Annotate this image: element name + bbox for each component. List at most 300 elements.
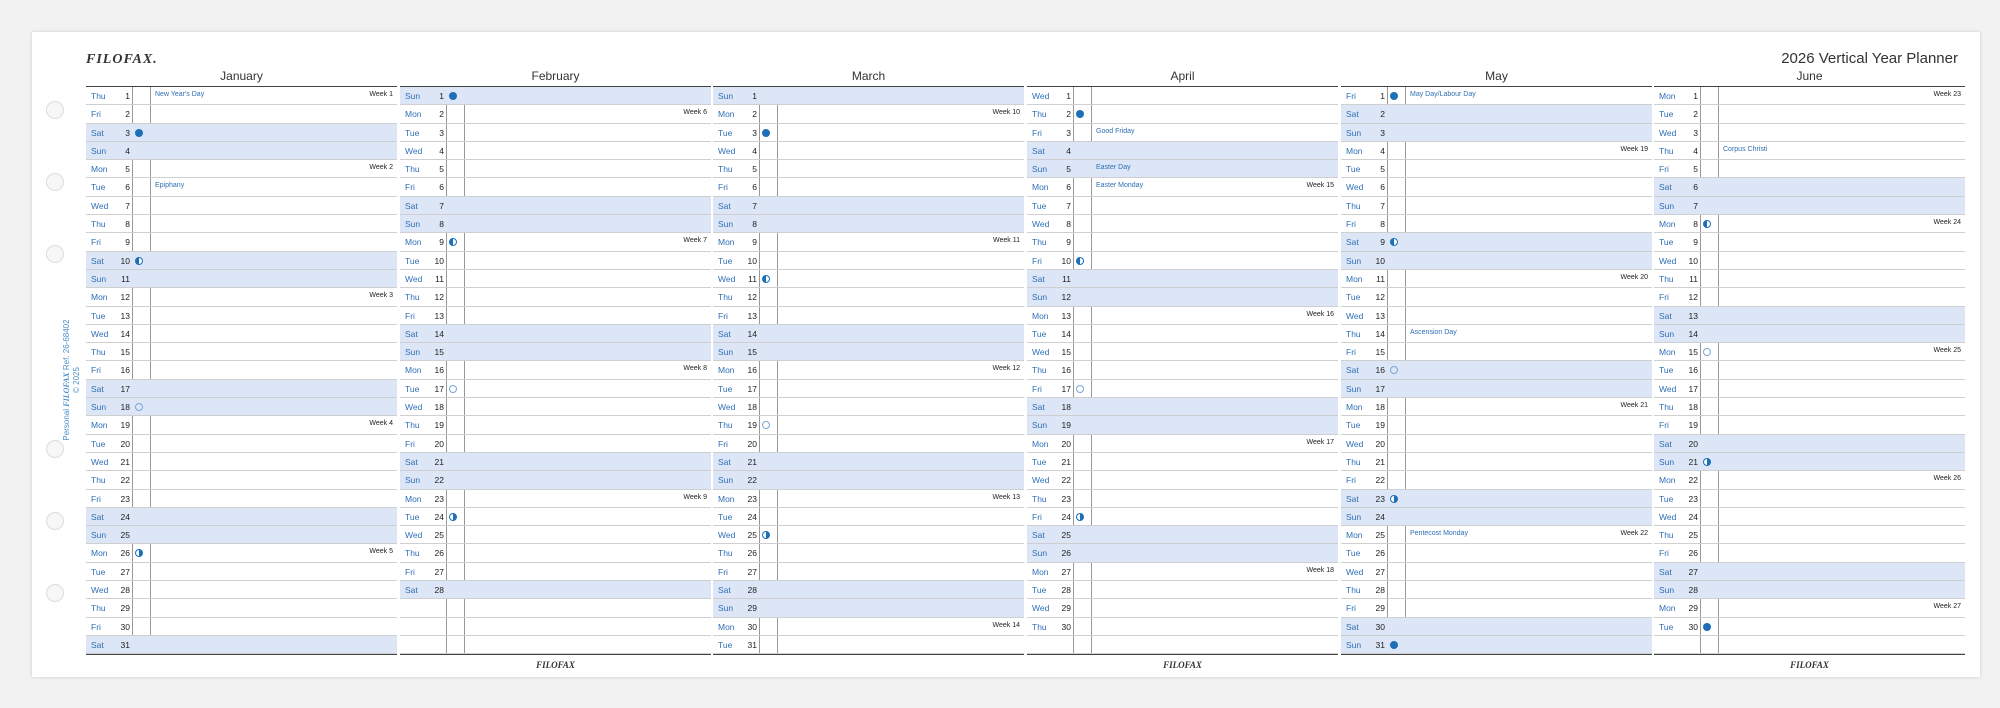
day-row[interactable] [1341,197,1652,215]
day-row[interactable] [1341,563,1652,581]
day-row[interactable] [1341,636,1652,654]
day-row[interactable] [713,471,1024,489]
day-of-week: Thu [91,475,106,486]
day-row[interactable] [1341,453,1652,471]
holiday-label: Easter Monday [1096,182,1144,190]
day-row[interactable] [86,361,397,379]
day-number: 15 [1375,347,1385,358]
day-row[interactable] [1341,270,1652,288]
day-row[interactable] [1341,508,1652,526]
day-of-week: Fri [405,182,415,193]
day-of-week: Sun [405,347,421,358]
day-number: 5 [439,164,444,175]
day-of-week: Tue [405,127,420,138]
day-of-week: Sun [1032,420,1048,431]
first-quarter-moon-icon [762,531,770,539]
day-row[interactable] [1027,416,1338,434]
day-row[interactable] [1027,252,1338,270]
day-number: 1 [125,91,130,101]
day-row[interactable] [400,87,711,105]
day-number: 14 [434,328,444,339]
day-number: 10 [1061,255,1071,266]
day-row[interactable] [1654,142,1965,160]
day-of-week: Tue [1346,164,1361,175]
day-row[interactable] [400,526,711,544]
day-number: 10 [434,255,444,266]
day-row[interactable] [400,105,711,123]
day-number: 30 [1688,621,1698,632]
day-row[interactable] [713,142,1024,160]
day-row[interactable] [713,252,1024,270]
day-row[interactable] [713,160,1024,178]
day-of-week: Tue [91,438,106,449]
day-number: 14 [1688,328,1698,339]
day-of-week: Fri [1346,91,1356,101]
day-row[interactable] [1027,325,1338,343]
holiday-label: Corpus Christi [1723,145,1768,153]
day-row[interactable] [1027,307,1338,325]
day-row[interactable] [86,416,397,434]
day-row[interactable] [400,343,711,361]
day-row[interactable] [1654,599,1965,617]
day-number: 13 [1375,310,1385,321]
day-row[interactable] [713,416,1024,434]
day-row[interactable] [1341,233,1652,251]
day-row[interactable] [400,215,711,233]
day-number: 18 [1688,402,1698,413]
day-of-week: Thu [1032,237,1047,248]
day-row[interactable] [1027,361,1338,379]
day-row[interactable] [86,544,397,562]
day-row[interactable] [713,380,1024,398]
day-row[interactable] [400,142,711,160]
day-row[interactable] [400,416,711,434]
day-of-week: Fri [718,566,728,577]
day-row[interactable] [1341,142,1652,160]
day-row[interactable] [1341,416,1652,434]
day-row[interactable] [1341,526,1652,544]
day-number: 17 [1061,383,1071,394]
day-row[interactable] [86,325,397,343]
day-row[interactable] [86,581,397,599]
day-row[interactable] [713,453,1024,471]
full-moon-icon [1076,110,1084,118]
day-number: 3 [1380,127,1385,138]
day-number: 21 [1061,456,1071,467]
day-row[interactable] [1027,142,1338,160]
full-moon-icon [1703,623,1711,631]
day-number: 12 [1688,292,1698,303]
day-of-week: Mon [1032,438,1049,449]
day-number: 21 [1688,456,1698,467]
day-row[interactable] [1027,490,1338,508]
day-row[interactable] [1654,343,1965,361]
day-row[interactable] [86,252,397,270]
day-number: 11 [1376,273,1385,284]
day-row[interactable] [713,233,1024,251]
day-row[interactable] [713,343,1024,361]
month-header: June [1654,69,1965,87]
day-row[interactable] [1341,215,1652,233]
day-row[interactable] [1341,544,1652,562]
day-row[interactable] [1027,343,1338,361]
week-number: Week 7 [683,237,707,245]
day-number: 18 [1375,402,1385,413]
day-row[interactable] [1654,581,1965,599]
day-row[interactable] [86,526,397,544]
new-moon-icon [762,421,770,429]
day-row[interactable] [713,636,1024,654]
day-row[interactable] [1027,197,1338,215]
day-row[interactable] [400,398,711,416]
day-row[interactable] [86,142,397,160]
day-row[interactable] [1341,105,1652,123]
day-row[interactable] [1654,288,1965,306]
day-row[interactable] [713,215,1024,233]
day-row[interactable] [1654,398,1965,416]
day-number: 16 [1688,365,1698,376]
day-row[interactable] [400,288,711,306]
day-row[interactable] [1654,361,1965,379]
day-row[interactable] [1027,435,1338,453]
day-row[interactable] [1341,288,1652,306]
day-row[interactable] [1654,380,1965,398]
day-of-week: Sun [718,219,734,230]
day-row[interactable] [1341,471,1652,489]
day-of-week: Fri [1346,475,1356,486]
day-number: 29 [1375,603,1385,614]
day-row[interactable] [713,398,1024,416]
day-of-week: Fri [405,566,415,577]
day-number: 20 [747,438,757,449]
day-row[interactable] [1027,87,1338,105]
day-row[interactable] [713,361,1024,379]
day-row[interactable] [400,508,711,526]
day-number: 30 [1375,621,1385,632]
day-row[interactable] [1027,105,1338,123]
day-row[interactable] [86,288,397,306]
day-row[interactable] [1654,526,1965,544]
day-row[interactable] [1027,618,1338,636]
empty-row [1654,636,1965,654]
day-row[interactable] [400,581,711,599]
day-row[interactable] [713,307,1024,325]
day-row[interactable] [86,160,397,178]
day-row[interactable] [86,380,397,398]
day-number: 6 [1066,182,1071,193]
day-row[interactable] [86,563,397,581]
day-of-week: Sun [1346,511,1362,522]
day-of-week: Sun [91,145,107,156]
day-row[interactable] [86,215,397,233]
day-number: 27 [434,566,444,577]
day-row[interactable] [1654,618,1965,636]
day-number: 18 [747,402,757,413]
day-row[interactable] [86,197,397,215]
day-number: 5 [752,164,757,175]
day-number: 2 [439,109,444,120]
day-row[interactable] [1027,124,1338,142]
day-row[interactable] [713,526,1024,544]
day-of-week: Tue [1032,456,1047,467]
day-row[interactable] [1027,526,1338,544]
day-row[interactable] [1654,435,1965,453]
day-number: 24 [747,511,757,522]
holiday-label: Good Friday [1096,127,1135,135]
day-number: 10 [1688,255,1698,266]
day-row[interactable] [86,398,397,416]
day-row[interactable] [400,124,711,142]
day-row[interactable] [86,124,397,142]
day-of-week: Sat [91,511,104,522]
day-row[interactable] [1027,178,1338,196]
day-row[interactable] [1654,87,1965,105]
day-of-week: Tue [1346,292,1361,303]
day-of-week: Sat [1032,402,1045,413]
day-row[interactable] [1027,215,1338,233]
day-row[interactable] [400,307,711,325]
day-of-week: Mon [91,548,108,559]
day-row[interactable] [713,490,1024,508]
day-row[interactable] [1654,105,1965,123]
month-grid [1341,87,1652,655]
day-row[interactable] [400,178,711,196]
day-row[interactable] [1654,416,1965,434]
day-row[interactable] [1654,490,1965,508]
planner-sheet [32,32,1980,677]
day-number: 7 [1380,200,1385,211]
footer-brand: FILOFAX [536,660,575,671]
day-row[interactable] [1027,471,1338,489]
day-of-week: Sat [1346,365,1359,376]
day-of-week: Mon [718,621,735,632]
day-number: 20 [1375,438,1385,449]
day-row[interactable] [1341,160,1652,178]
day-row[interactable] [1341,618,1652,636]
day-row[interactable] [400,471,711,489]
week-number: Week 19 [1620,145,1648,153]
day-of-week: Tue [1032,328,1047,339]
day-row[interactable] [86,636,397,654]
day-row[interactable] [1654,233,1965,251]
day-row[interactable] [1027,563,1338,581]
day-row[interactable] [713,197,1024,215]
day-row[interactable] [400,160,711,178]
day-row[interactable] [1341,325,1652,343]
day-number: 21 [1375,456,1385,467]
day-of-week: Wed [1346,310,1364,321]
day-number: 19 [120,420,130,431]
day-number: 15 [1061,347,1071,358]
day-row[interactable] [1341,252,1652,270]
day-number: 30 [747,621,757,632]
day-row[interactable] [86,618,397,636]
day-row[interactable] [1341,124,1652,142]
day-row[interactable] [400,197,711,215]
day-of-week: Sat [1659,182,1672,193]
day-row[interactable] [400,490,711,508]
day-row[interactable] [86,599,397,617]
day-row[interactable] [1341,599,1652,617]
day-row[interactable] [86,105,397,123]
day-row[interactable] [1027,270,1338,288]
day-row[interactable] [86,453,397,471]
day-number: 21 [434,456,444,467]
day-row[interactable] [713,508,1024,526]
day-number: 16 [120,365,130,376]
day-of-week: Mon [405,365,422,376]
day-row[interactable] [400,435,711,453]
day-row[interactable] [86,508,397,526]
month-february [400,69,711,671]
holiday-label: Epiphany [155,182,185,190]
day-row[interactable] [1654,563,1965,581]
day-row[interactable] [1654,270,1965,288]
day-number: 18 [434,402,444,413]
day-row[interactable] [400,252,711,270]
day-row[interactable] [86,233,397,251]
day-of-week: Sat [1346,237,1359,248]
day-of-week: Tue [718,383,733,394]
day-row[interactable] [713,87,1024,105]
day-row[interactable] [713,124,1024,142]
day-row[interactable] [713,563,1024,581]
day-of-week: Thu [91,219,106,230]
day-row[interactable] [1027,453,1338,471]
day-row[interactable] [1027,581,1338,599]
day-of-week: Mon [1032,566,1049,577]
day-number: 22 [1061,475,1071,486]
brand-logo: FILOFAX. [86,52,158,67]
day-row[interactable] [1341,87,1652,105]
day-number: 21 [120,456,130,467]
day-row[interactable] [1027,288,1338,306]
day-row[interactable] [1341,490,1652,508]
footer-brand: FILOFAX [1790,660,1829,671]
day-number: 1 [1066,91,1071,101]
day-row[interactable] [400,361,711,379]
day-row[interactable] [713,325,1024,343]
day-row[interactable] [1027,599,1338,617]
day-of-week: Wed [91,456,109,467]
day-of-week: Thu [91,603,106,614]
day-number: 7 [1066,200,1071,211]
day-row[interactable] [1654,178,1965,196]
day-row[interactable] [1341,435,1652,453]
day-row[interactable] [1654,215,1965,233]
day-row[interactable] [1027,160,1338,178]
day-row[interactable] [86,178,397,196]
day-row[interactable] [1341,178,1652,196]
day-row[interactable] [1654,197,1965,215]
day-row[interactable] [1654,325,1965,343]
day-number: 5 [1380,164,1385,175]
day-row[interactable] [1654,252,1965,270]
day-row[interactable] [1654,544,1965,562]
day-row[interactable] [400,563,711,581]
binder-hole [46,173,64,191]
empty-row [1027,636,1338,654]
day-row[interactable] [1654,471,1965,489]
day-row[interactable] [713,581,1024,599]
day-row[interactable] [86,490,397,508]
day-of-week: Mon [718,365,735,376]
week-number: Week 13 [992,493,1020,501]
full-moon-icon [762,129,770,137]
day-row[interactable] [713,618,1024,636]
day-row[interactable] [1341,343,1652,361]
day-row[interactable] [1027,508,1338,526]
day-row[interactable] [1341,581,1652,599]
day-row[interactable] [86,343,397,361]
day-row[interactable] [86,307,397,325]
day-of-week: Mon [1032,310,1049,321]
day-row[interactable] [713,178,1024,196]
week-number: Week 6 [683,109,707,117]
day-of-week: Sat [718,200,731,211]
day-row[interactable] [400,270,711,288]
day-row[interactable] [1027,398,1338,416]
empty-row [400,599,711,617]
day-row[interactable] [1654,508,1965,526]
month-grid [713,87,1024,655]
day-row[interactable] [713,544,1024,562]
day-row[interactable] [713,435,1024,453]
day-row[interactable] [713,288,1024,306]
day-row[interactable] [1027,380,1338,398]
day-of-week: Sun [405,91,421,101]
day-row[interactable] [1341,361,1652,379]
day-row[interactable] [86,435,397,453]
day-of-week: Sun [1346,127,1362,138]
day-row[interactable] [713,270,1024,288]
day-row[interactable] [713,105,1024,123]
week-number: Week 18 [1306,566,1334,574]
day-row[interactable] [86,471,397,489]
day-row[interactable] [400,233,711,251]
day-row[interactable] [1654,307,1965,325]
day-of-week: Tue [1032,200,1047,211]
day-row[interactable] [1654,160,1965,178]
day-row[interactable] [400,380,711,398]
month-may [1341,69,1652,655]
day-number: 10 [1375,255,1385,266]
day-of-week: Wed [91,585,109,596]
day-of-week: Tue [1659,621,1674,632]
day-row[interactable] [1341,398,1652,416]
day-row[interactable] [1341,380,1652,398]
day-row[interactable] [713,599,1024,617]
day-row[interactable] [1027,233,1338,251]
day-of-week: Sun [1346,639,1362,650]
day-row[interactable] [400,453,711,471]
day-number: 1 [439,91,444,101]
holiday-label: New Year's Day [155,91,205,98]
day-number: 16 [747,365,757,376]
day-row[interactable] [86,87,397,105]
week-number: Week 23 [1933,91,1961,98]
day-row[interactable] [1341,307,1652,325]
day-row[interactable] [1027,544,1338,562]
day-row[interactable] [86,270,397,288]
day-row[interactable] [1654,124,1965,142]
day-row[interactable] [400,325,711,343]
day-number: 26 [120,548,130,559]
day-of-week: Fri [1659,292,1669,303]
day-row[interactable] [1654,453,1965,471]
day-row[interactable] [400,544,711,562]
day-of-week: Fri [1032,127,1042,138]
